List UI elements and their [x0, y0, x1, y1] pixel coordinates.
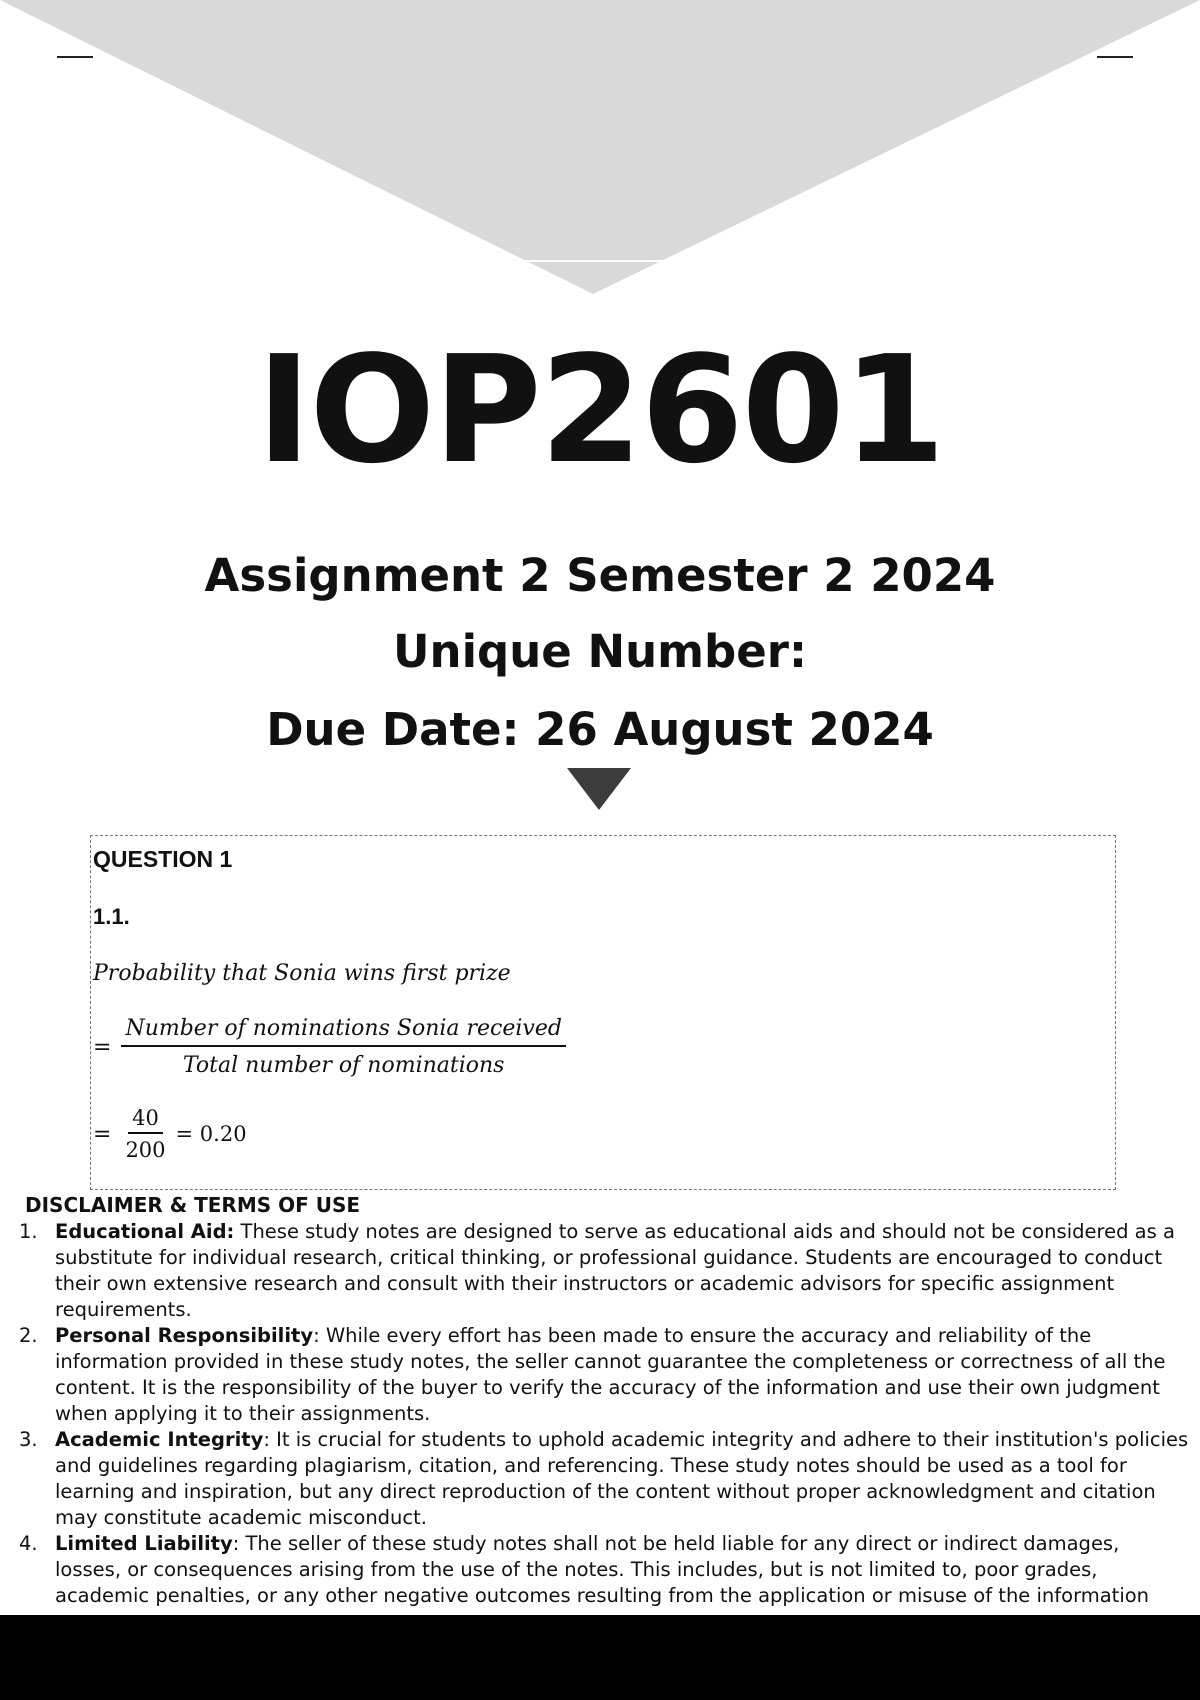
item-number: 1.: [19, 1220, 38, 1243]
unique-number-line: Unique Number:: [393, 625, 807, 678]
formula-fraction: [121, 1016, 566, 1078]
equals-sign: =: [93, 1121, 112, 1147]
bottom-black-bar: [0, 1615, 1200, 1700]
calculation-result: = 0.20: [175, 1122, 247, 1146]
probability-calculation: [93, 1106, 247, 1162]
disclaimer-item: [19, 1531, 1190, 1609]
item-text: These study notes are designed to serve as educational aids and should not be considered as a substitute for individual research, critical thinking, or professional guidance. Students are encouraged to conduct their own extensive research and consult with their instructors or academic advisors for specific assignment requirements.: [55, 1220, 1175, 1321]
item-heading: Educational Aid:: [55, 1220, 235, 1243]
value-numerator: 40: [128, 1106, 163, 1134]
item-heading: Limited Liability: [55, 1532, 233, 1555]
item-text: : The seller of these study notes shall not be held liable for any direct or indirect damages, losses, or consequences arising from the use of the notes. This includes, but is not limited to, poor grades, academic penalties, or any other negative outcomes resulting from the application or misuse of the information: [55, 1532, 1150, 1607]
fraction-numerator: Number of nominations Sonia received: [121, 1016, 566, 1047]
header-chevron-graphic: [0, 0, 1200, 300]
probability-label: Probability that Sonia wins first prize: [93, 961, 511, 986]
item-heading: Academic Integrity: [55, 1428, 264, 1451]
disclaimer-section: [19, 1192, 1190, 1609]
item-text: : It is crucial for students to uphold academic integrity and adhere to their institution's policies and guidelines regarding plagiarism, citation, and referencing. These study notes should be used as a tool for learning and inspiration, but any direct reproduction of the content without proper acknowledgment and citation may constitute academic misconduct.: [55, 1428, 1189, 1529]
disclaimer-item: [19, 1219, 1190, 1323]
course-code-title: IOP2601: [256, 324, 944, 496]
item-number: 2.: [19, 1324, 38, 1347]
down-triangle-icon: [567, 768, 631, 810]
disclaimer-title: DISCLAIMER & TERMS OF USE: [25, 1193, 361, 1217]
disclaimer-item: [19, 1427, 1190, 1531]
item-number: 4.: [19, 1532, 38, 1555]
corner-rule-left: [57, 56, 93, 58]
value-denominator: 200: [125, 1138, 166, 1162]
question-title: QUESTION 1: [93, 846, 233, 872]
disclaimer-list: [19, 1219, 1190, 1609]
item-text: : While every effort has been made to ensure the accuracy and reliability of the information provided in these study notes, the seller cannot guarantee the completeness or correctness of all the content. It is the responsibility of the buyer to verify the accuracy of the information and use their own judgment when applying it to their assignments.: [55, 1324, 1166, 1425]
equals-sign: =: [93, 1034, 112, 1060]
fraction-denominator: Total number of nominations: [182, 1053, 505, 1078]
chevron-shape: [0, 0, 1200, 294]
corner-rule-right: [1097, 56, 1133, 58]
probability-formula: [93, 1016, 566, 1078]
due-date-line: Due Date: 26 August 2024: [266, 703, 934, 756]
question-subsection: 1.1.: [93, 904, 130, 929]
question-preview-box: [90, 835, 1116, 1190]
disclaimer-item: [19, 1323, 1190, 1427]
item-number: 3.: [19, 1428, 38, 1451]
value-fraction: [121, 1106, 169, 1162]
item-heading: Personal Responsibility: [55, 1324, 314, 1347]
assignment-line: Assignment 2 Semester 2 2024: [204, 549, 996, 602]
